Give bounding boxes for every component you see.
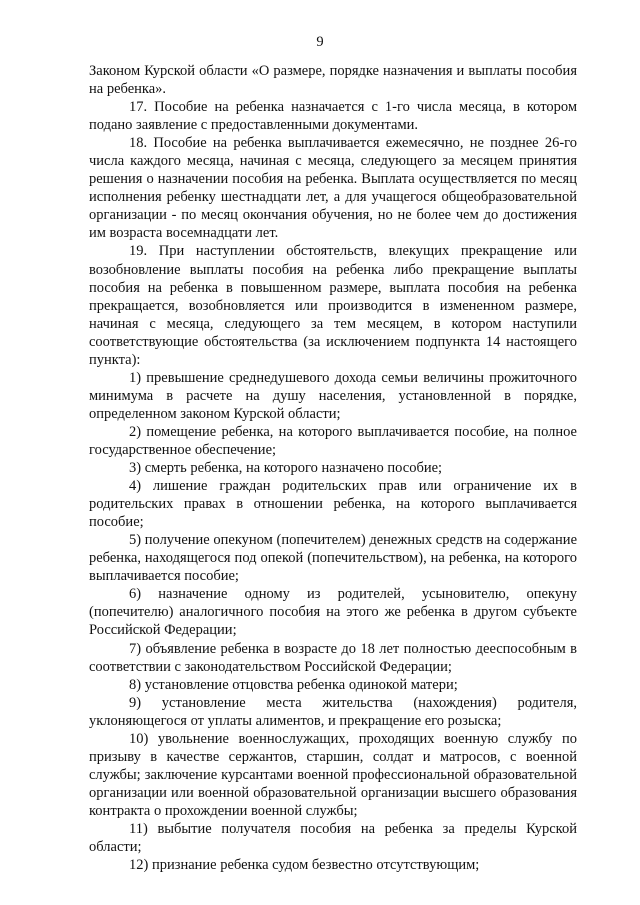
subitem-11: 11) выбытие получателя пособия на ребенка за пределы Курской области; (89, 820, 577, 856)
subitem-6: 6) назначение одному из родителей, усыновителю, опекуну (попечителю) аналогичного пособия на этого же ребенка в другом субъекте Российской Федерации; (89, 586, 577, 639)
subitem-12: 12) признание ребенка судом безвестно отсутствующим; (129, 857, 480, 874)
subitem-10: 10) увольнение военнослужащих, проходящих военную службу по призыву в качестве сержантов, старшин, солдат и матросов, с военной службы; заключение курсантами военной профессиональной образовательной организации или военной образовательной организации высшего образования контракта о прохождении военной службы; (89, 730, 577, 819)
paragraph-item-18: 18. Пособие на ребенка выплачивается ежемесячно, не позднее 26-го числа каждого месяца, начиная с месяца, следующего за месяцем принятия решения о назначении пособия на ребенка. Выплата осуществляется по месяц исполнения ребенку шестнадцати лет, а для учащегося общеобразовательной организации - по месяц окончания обучения, но не более чем до достижения им возраста восемнадцати лет. (89, 135, 577, 242)
subitem-3: 3) смерть ребенка, на которого назначено пособие; (129, 460, 443, 477)
subitem-1: 1) превышение среднедушевого дохода семьи величины прожиточного минимума в расчете на душу населения, установленной в порядке, определенном законом Курской области; (89, 369, 577, 422)
document-body (89, 62, 577, 874)
subitem-2: 2) помещение ребенка, на которого выплачивается пособие, на полное государственное обеспечение; (89, 423, 577, 458)
subitem-5: 5) получение опекуном (попечителем) денежных средств на содержание ребенка, находящегося под опекой (попечительством), на ребенка, на которого выплачивается пособие; (89, 532, 577, 585)
paragraph-continuation: Законом Курской области «О размере, порядке назначения и выплаты пособия на ребенка». (89, 63, 577, 98)
paragraph-item-17: 17. Пособие на ребенка назначается с 1-го числа месяца, в котором подано заявление с предоставленными документами. (89, 99, 577, 134)
paragraph-item-19: 19. При наступлении обстоятельств, влекущих прекращение или возобновление выплаты пособия на ребенка либо прекращение выплаты пособия на ребенка в повышенном размере, выплата пособия на ребенка прекращается, возобновляется или производится в измененном размере, начиная с месяца, следующего за тем месяцем, в котором наступили соответствующие обстоятельства (за исключением подпункта 14 настоящего пункта): (89, 243, 577, 368)
subitem-4: 4) лишение граждан родительских прав или ограничение их в родительских правах в отношении ребенка, на которого выплачивается пособие; (89, 478, 577, 531)
subitem-9: 9) установление места жительства (нахождения) родителя, уклоняющегося от уплаты алиментов, и прекращение его розыска; (89, 694, 577, 729)
subitem-8: 8) установление отцовства ребенка одинокой матери; (129, 676, 458, 693)
page-number: 9 (316, 34, 324, 50)
subitem-7: 7) объявление ребенка в возрасте до 18 лет полностью дееспособным в соответствии с законодательством Российской Федерации; (89, 640, 577, 675)
